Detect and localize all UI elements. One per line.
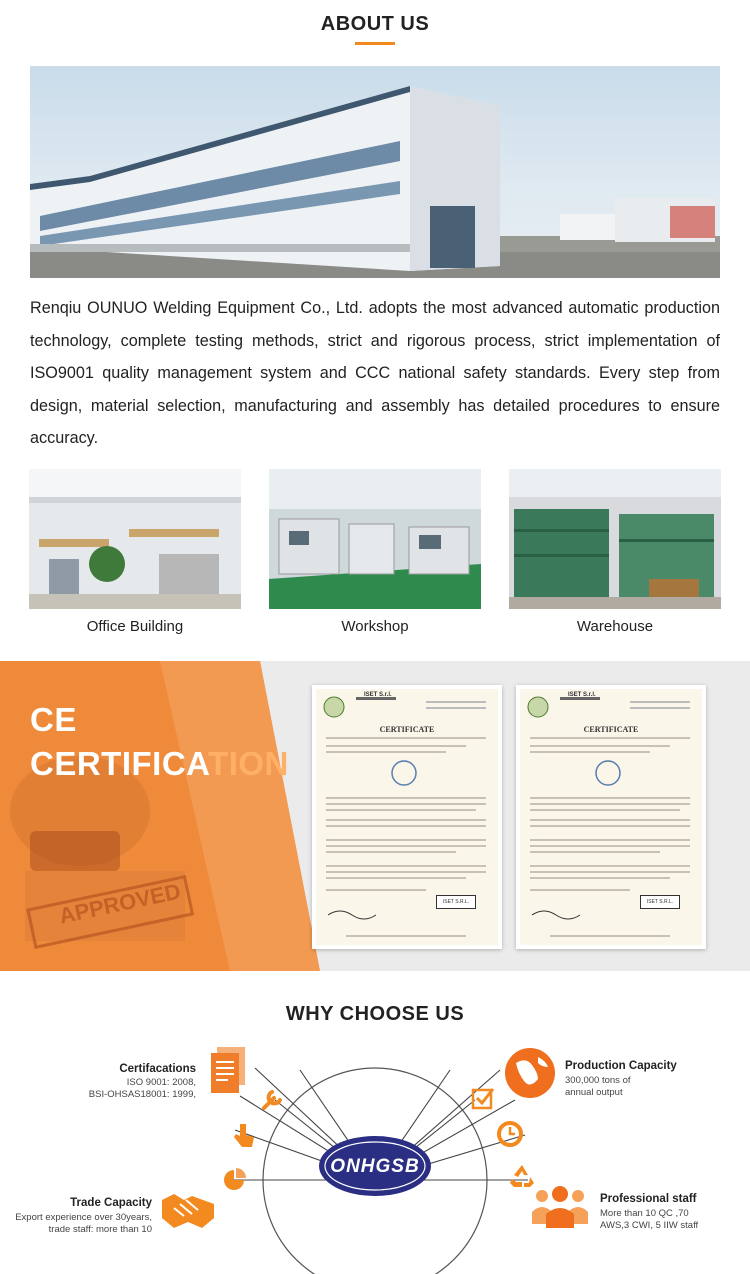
certificate-1-issuer: ISET S.r.l.	[364, 692, 392, 698]
certificate-2-badge: ISET S.R.L.	[640, 895, 680, 909]
trade-capacity-line-1: Export experience over 30years,	[15, 1212, 152, 1223]
certificate-2-issuer: ISET S.r.l.	[568, 692, 596, 698]
certificate-1-title: CERTIFICATE	[379, 725, 435, 734]
factory-building-image	[30, 66, 720, 278]
wrench-icon	[260, 1086, 286, 1112]
ce-certificate-1	[312, 685, 502, 949]
certificate-1-badge: ISET S.R.L.	[436, 895, 476, 909]
production-capacity-line-2: annual output	[565, 1087, 623, 1098]
clock-icon	[497, 1121, 523, 1147]
handshake-icon	[160, 1188, 216, 1232]
office-building-label: Office Building	[86, 618, 184, 635]
certifications-line-1: ISO 9001: 2008,	[126, 1077, 196, 1088]
workshop-photo	[269, 469, 481, 609]
workshop-label: Workshop	[341, 618, 409, 635]
ce-certificate-2	[516, 685, 706, 949]
warehouse-photo	[509, 469, 721, 609]
warehouse-label: Warehouse	[576, 618, 654, 635]
office-building-photo	[29, 469, 241, 609]
production-capacity-title: Production Capacity	[565, 1060, 677, 1072]
certificate-2-title: CERTIFICATE	[583, 725, 639, 734]
approved-stamp-text: APPROVED	[56, 878, 183, 929]
ce-heading: CE	[30, 701, 77, 738]
certificate-document-icon	[207, 1047, 247, 1095]
company-intro-text: Renqiu OUNUO Welding Equipment Co., Ltd. adopts the most advanced automatic production technology, complete testing methods, strict and rigorous process, strict implementation of ISO9001 quality management system and CCC national safety standards. Every step from design, material selection, manufacturing and assembly has detailed procedures to ensure accuracy.	[30, 299, 720, 448]
center-logo-text: ONHGSB	[330, 1156, 420, 1177]
why-choose-us-title: WHY CHOOSE US	[285, 1003, 465, 1025]
about-us-title: ABOUT US	[320, 13, 430, 35]
professional-staff-line-1: More than 10 QC ,70	[600, 1208, 689, 1219]
globe-icon	[504, 1047, 556, 1099]
checkbox-icon	[471, 1086, 495, 1110]
production-capacity-line-1: 300,000 tons of	[565, 1075, 631, 1086]
pie-chart-icon	[222, 1168, 246, 1192]
staff-people-icon	[528, 1184, 592, 1228]
certifications-title: Certifacations	[119, 1063, 196, 1075]
ce-certification-section	[0, 661, 750, 971]
trade-capacity-title: Trade Capacity	[70, 1197, 152, 1209]
certifications-line-2: BSI-OHSAS18001: 1999,	[88, 1089, 196, 1100]
trade-capacity-line-2: trade staff: more than 10	[48, 1224, 152, 1235]
certification-heading: CERTIFICATION	[30, 745, 289, 782]
hand-pointer-icon	[232, 1122, 256, 1148]
about-us-underline	[355, 42, 395, 45]
professional-staff-title: Professional staff	[600, 1193, 697, 1205]
professional-staff-line-2: AWS,3 CWI, 5 IIW staff	[600, 1220, 699, 1231]
